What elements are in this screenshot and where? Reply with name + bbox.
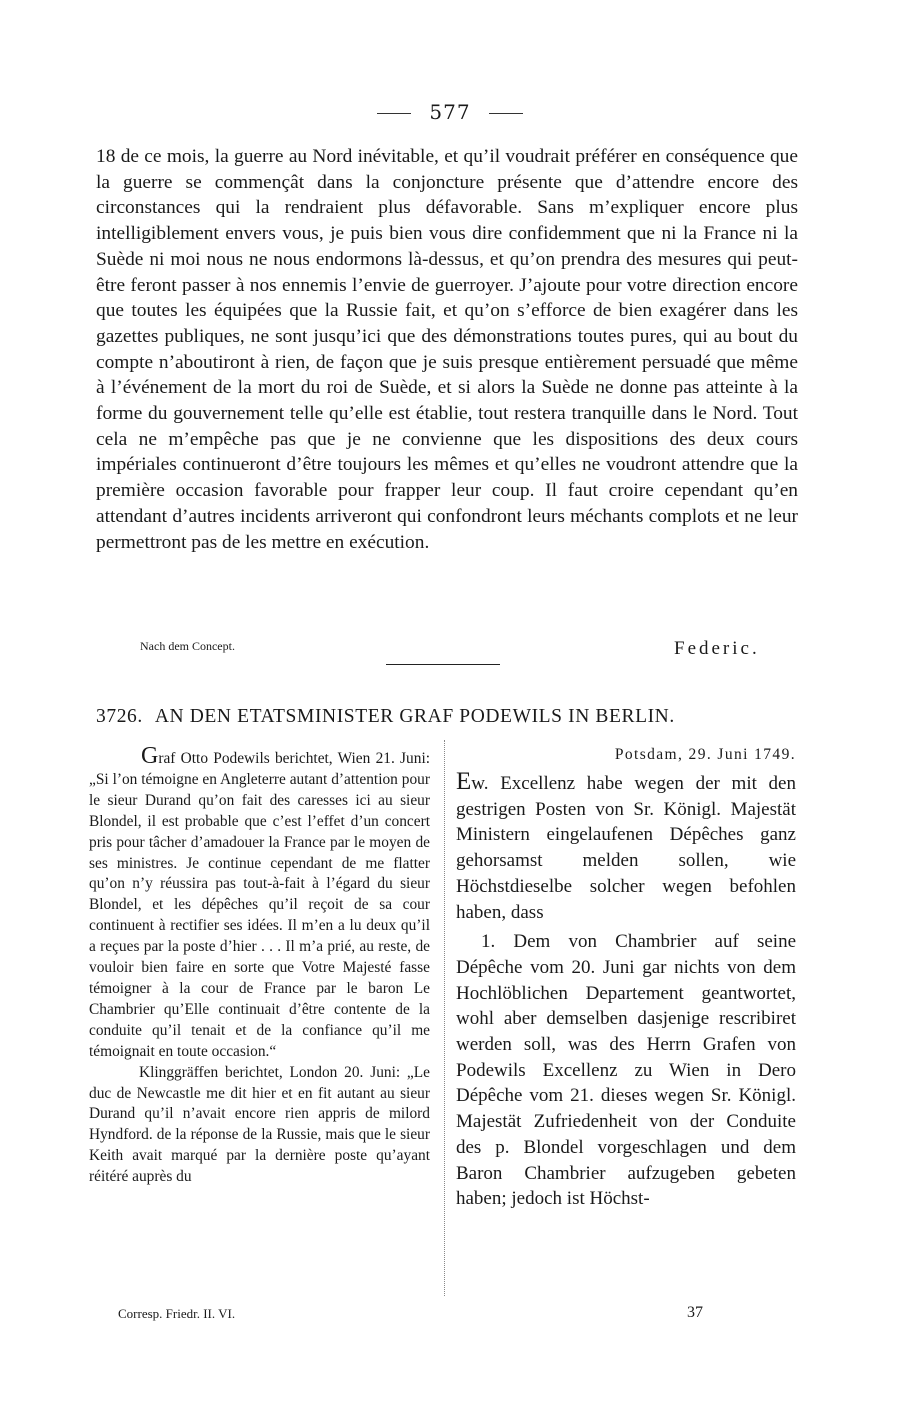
letter-column — [456, 744, 796, 1212]
column-divider — [444, 740, 445, 1296]
header-dash-right — [489, 113, 523, 114]
letter-paragraph-1 — [456, 769, 796, 925]
sheet-number: 37 — [687, 1304, 703, 1321]
drop-initial-g: G — [141, 743, 159, 769]
document-number: 3726. — [96, 706, 143, 727]
concept-note: Nach dem Concept. — [140, 639, 235, 653]
letter-text-1: w. Excellenz habe wegen der mit den gestrigen Posten von Sr. Königl. Majestät Ministern eingelaufenen Dépêches ganz gehorsamst melden sollen, wie Höchstdieselbe solcher wegen befohlen haben, dass — [456, 773, 796, 923]
signature-mark: Corresp. Friedr. II. VI. — [118, 1306, 236, 1321]
document-title: AN DEN ETATSMINISTER GRAF PODEWILS IN BERLIN. — [154, 706, 675, 727]
page-number: 577 — [429, 100, 471, 124]
footnote-paragraph-2: Klinggräffen berichtet, London 20. Juni: „Le duc de Newcastle me dit hier et en fit autant au sieur Durand qu’il n’avait encore rien appris de milord Hyndford. de la réponse de la Russie, mais que le sieur Keith avait marqué par la dernière poste qu’ayant réitéré auprès du — [89, 1063, 430, 1186]
header-dash-left — [377, 113, 411, 114]
running-header — [0, 100, 900, 124]
drop-initial-e: E — [456, 768, 472, 795]
continuation-letter — [96, 144, 798, 555]
letter-dateline: Potsdam, 29. Juni 1749. — [614, 746, 796, 763]
footnote-text-1: raf Otto Podewils berichtet, Wien 21. Juni: „Si l’on témoigne en Angleterre autant d’attention pour le sieur Durand qu’on fait des caresses ici au sieur Blondel, il est probable que c’est l’effet d’un concert pris pour tâcher d’amadouer la France par le moyen de ses ministres. Je continue cependant de me flatter qu’on n’y réussira pas tout-à-fait à l’égard du sieur Blondel, et les dépêches qu’il reçoit de sa cour continuent à rectifier ses idées. Il m’en a lu deux qu’il a reçues par la poste d’hier . . . Il m’a prié, au reste, de vouloir bien faire en sorte que Votre Majesté fasse témoigner à la cour de France par le baron Le Chambrier qu’Elle continuait d’être contente de la conduite qu’il tenait et de la confiance qu’il me témoignait en toute occasion.“ — [89, 750, 430, 1060]
section-divider — [386, 664, 500, 665]
footnote-paragraph-1 — [89, 744, 430, 1063]
footnote-column — [89, 744, 430, 1188]
continuation-paragraph: 18 de ce mois, la guerre au Nord inévitable, et qu’il voudrait préférer en conséquence que la guerre se commençât dans la conjoncture présente que d’attendre encore des circonstances qui la rendraient plus défavorable. Sans m’expliquer encore plus intelligiblement envers vous, je puis bien vous dire confidemment que ni la France ni la Suède ni moi nous ne nous endormons là-dessus, et qu’on prendra des mesures qui peut-être feront passer à nos ennemis l’envie de guerroyer. J’ajoute pour votre direction encore que toutes les équipées que la Russie fait, et qu’on s’efforce de bien exagérer dans les gazettes publiques, ne sont jusqu’ici que des démonstrations toutes pures, qui au bout du compte n’aboutiront à rien, de façon que je suis presque entièrement persuadé que même à l’événement de la mort du roi de Suède, et si alors la Suède ne donne pas atteinte à la forme du gouvernement telle qu’elle est établie, tout restera tranquille dans le Nord. Tout cela ne m’empêche pas que je ne convienne que les dispositions des deux cours impériales continueront d’être toujours les mêmes et qu’elles ne voudront attendre que la première occasion favorable pour frapper leur coup. Il faut croire cependant qu’en attendant d’autres incidents arriveront qui confondront leurs méchants complots et ne leur permettront pas de les mettre en exécution. — [96, 146, 798, 553]
signature: Federic. — [674, 638, 760, 659]
document-heading — [96, 706, 800, 728]
letter-paragraph-2: 1. Dem von Chambrier auf seine Dépêche vom 20. Juni gar nichts von dem Hochlöblichen Departement geantwortet, wohl aber demselben dasjenige rescribiret werden soll, was des Herrn Grafen von Podewils Excellenz zu Wien in Dero Dépêche vom 21. dieses wegen Sr. Königl. Majestät Zufriedenheit von der Conduite des p. Blondel vorgeschlagen und dem Baron Chambrier aufzugeben gebeten haben; jedoch ist Höchst- — [456, 931, 796, 1210]
